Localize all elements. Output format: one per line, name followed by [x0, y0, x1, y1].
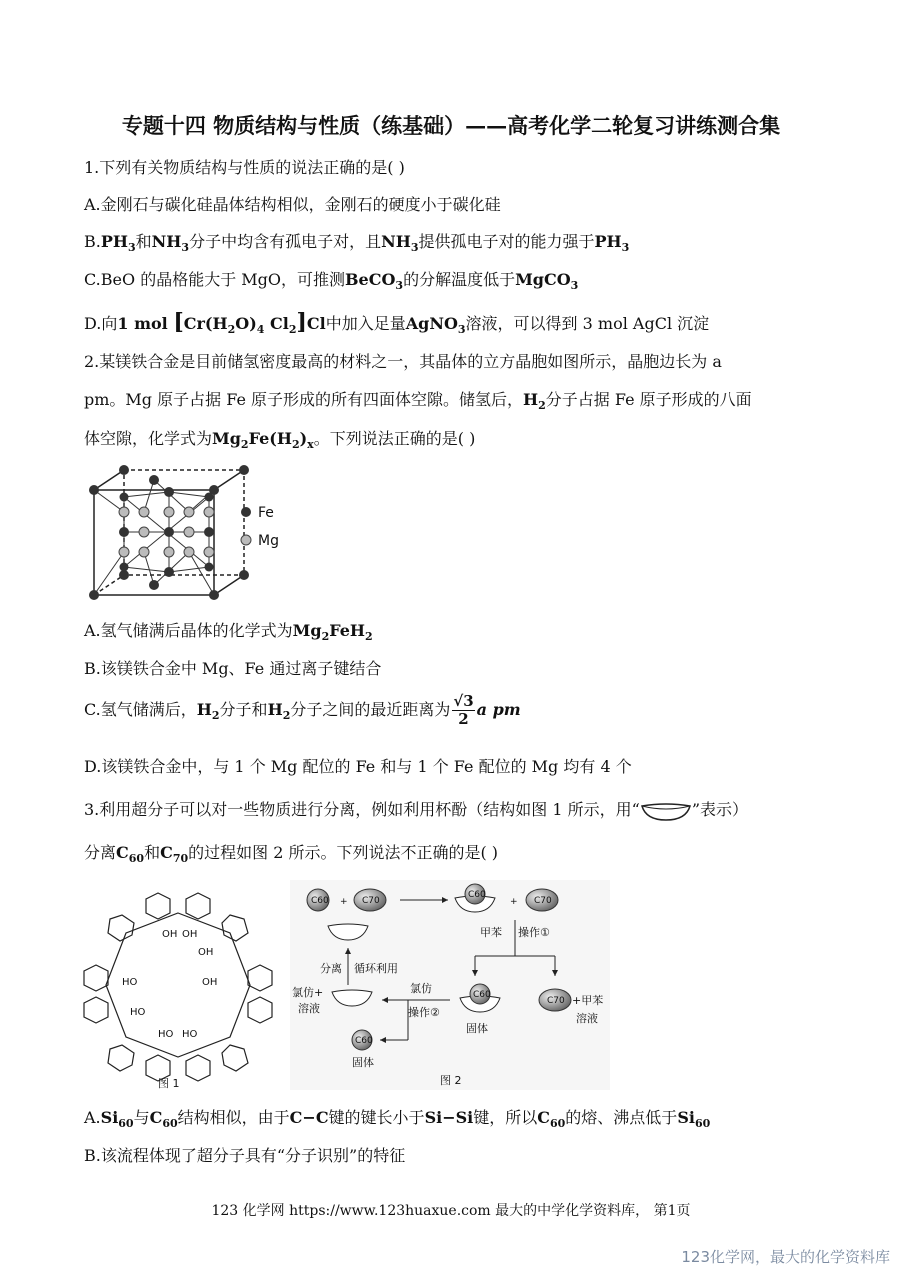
svg-text:C70: C70: [534, 896, 552, 906]
q2-stem-line2: pm。Mg 原子占据 Fe 原子形成的所有四面体空隙。储氢后，$H_2$分子占据 Fe 原子形成的八面: [84, 390, 752, 412]
q1-stem: 1.下列有关物质结构与性质的说法正确的是( ): [84, 158, 405, 177]
q2-stem-line3: 体空隙，化学式为$Mg_2Fe(H_2)_x$。下列说法正确的是( ): [84, 429, 476, 451]
figure-1-caption: 图 1: [158, 1077, 180, 1090]
q1-option-d: D.向1 mol [$Cr(H_2O)_4$ $Cl_2]Cl$中加入足量AgNO$_3$溶液，可以得到 3 mol AgCl 沉淀: [84, 309, 710, 336]
svg-text:甲苯: 甲苯: [480, 926, 502, 939]
q2-stem-line1: 2.某镁铁合金是目前储氢密度最高的材料之一，其晶体的立方晶胞如图所示，晶胞边长为 a: [84, 352, 722, 371]
svg-text:操作①: 操作①: [518, 926, 550, 939]
svg-text:分离: 分离: [320, 962, 342, 975]
svg-text:操作②: 操作②: [408, 1006, 440, 1019]
page-title: 专题十四 物质结构与性质（练基础）——高考化学二轮复习讲练测合集: [121, 113, 781, 138]
svg-text:+: +: [340, 897, 348, 907]
watermark: 123化学网，最大的化学资料库: [681, 1248, 890, 1266]
q2-option-c: C.氢气储满后，$H_2$分子和$H_2$分子之间的最近距离为 $\frac{√3}{2}$ a pm: [84, 692, 521, 728]
q3-stem-line2: 分离$C_{60}$和$C_{70}$的过程如图 2 所示。下列说法不正确的是( ): [84, 843, 499, 865]
calixarene-bowl-icon: [640, 800, 692, 822]
figure-2-caption: 图 2: [440, 1074, 462, 1087]
q2-option-b: B.该镁铁合金中 Mg、Fe 通过离子键结合: [84, 659, 382, 678]
svg-text:氯仿+: 氯仿+: [292, 986, 324, 999]
svg-text:C70: C70: [362, 896, 380, 906]
page-footer: 123 化学网 https://www.123huaxue.com 最大的中学化学资料库， 第1页: [211, 1203, 691, 1219]
svg-text:C70: C70: [547, 996, 565, 1006]
svg-text:固体: 固体: [352, 1056, 374, 1069]
svg-text:C60: C60: [311, 896, 329, 906]
svg-text:溶液: 溶液: [576, 1012, 598, 1025]
svg-text:OH: OH: [198, 947, 214, 958]
mg-legend-icon: [241, 535, 251, 545]
svg-text:+甲苯: +甲苯: [572, 994, 604, 1007]
fe-legend-label: Fe: [258, 505, 274, 521]
q2-option-d: D.该镁铁合金中，与 1 个 Mg 配位的 Fe 和与 1 个 Fe 配位的 Mg 均有 4 个: [84, 757, 632, 776]
svg-text:OH: OH: [162, 929, 178, 940]
svg-text:C60: C60: [473, 990, 491, 1000]
svg-text:溶液: 溶液: [298, 1002, 320, 1015]
svg-text:C60: C60: [355, 1036, 373, 1046]
svg-text:HO: HO: [122, 977, 138, 988]
svg-text:循环利用: 循环利用: [354, 962, 398, 975]
crystal-legend: [238, 500, 298, 555]
q3-option-b: B.该流程体现了超分子具有“分子识别”的特征: [84, 1146, 406, 1165]
svg-text:OH: OH: [202, 977, 218, 988]
svg-text:HO: HO: [158, 1029, 174, 1040]
q2-option-a: A.氢气储满后晶体的化学式为$Mg_2FeH_2$: [84, 621, 373, 643]
q1-option-c: C.BeO 的晶格能大于 MgO，可推测BeCO$_3$的分解温度低于MgCO$_3$: [84, 270, 579, 292]
mg-legend-label: Mg: [258, 533, 279, 549]
calixarene-structure-figure: [78, 885, 278, 1090]
svg-text:OH: OH: [182, 929, 198, 940]
q1-option-b: $B.PH_3$和$NH_3$分子中均含有孤电子对，且$NH_3$提供孤电子对的能力强于$PH_3$: [84, 232, 630, 254]
svg-text:HO: HO: [182, 1029, 198, 1040]
q1-option-a: A.金刚石与碳化硅晶体结构相似，金刚石的硬度小于碳化硅: [84, 195, 501, 214]
svg-text:固体: 固体: [466, 1022, 488, 1035]
svg-text:氯仿: 氯仿: [410, 982, 432, 995]
q3-option-a: $A.Si_{60}$与$C_{60}$结构相似，由于C−C键的键长小于Si−Si键，所以$C_{60}$的熔、沸点低于$Si_{60}$: [84, 1108, 711, 1130]
svg-text:+: +: [510, 897, 518, 907]
fe-legend-icon: [241, 507, 251, 517]
svg-text:C60: C60: [468, 890, 486, 900]
q3-stem-line1: 3.利用超分子可以对一些物质进行分离，例如利用杯酚（结构如图 1 所示，用“ ”表示）: [84, 797, 748, 822]
svg-text:HO: HO: [130, 1007, 146, 1018]
sqrt3-over-2: $\frac{√3}{2}$: [453, 692, 474, 728]
separation-flow-figure: [290, 880, 610, 1090]
